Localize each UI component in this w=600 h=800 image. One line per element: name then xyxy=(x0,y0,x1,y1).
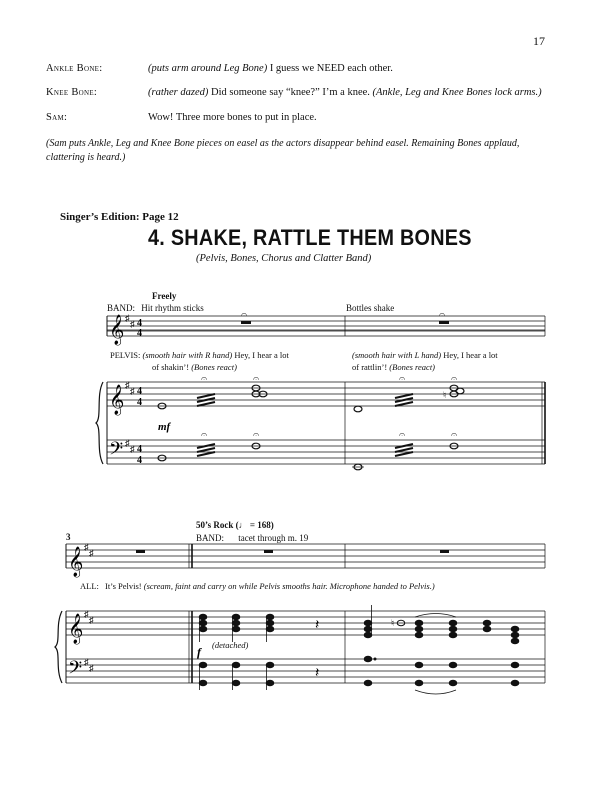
dialogue-text: I guess we NEED each other. xyxy=(267,63,393,74)
measure-number: 3 xyxy=(66,532,71,542)
dynamic-mf: mf xyxy=(158,421,171,433)
pelvis-direction: (smooth hair with L hand) xyxy=(352,350,442,360)
pelvis-react: (Bones react) xyxy=(389,362,436,372)
band-label: BAND: xyxy=(107,303,136,313)
svg-text:𝄐: 𝄐 xyxy=(253,429,260,441)
svg-text:𝄐: 𝄐 xyxy=(201,429,208,441)
svg-text:𝄐: 𝄐 xyxy=(451,429,458,441)
sharp-icon: ♯ xyxy=(130,444,135,454)
fermata-icon: 𝄐 xyxy=(241,309,248,321)
svg-text:♯: ♯ xyxy=(84,542,89,552)
svg-text:𝄞: 𝄞 xyxy=(68,547,84,576)
time-signature: 4 xyxy=(137,386,142,397)
dialogue-after: (Ankle, Leg and Knee Bones lock arms.) xyxy=(372,87,542,98)
vocal-staff-2 xyxy=(66,544,545,568)
sharp-icon: ♯ xyxy=(130,386,135,396)
pelvis-text: of shakin’! xyxy=(152,362,192,372)
dialogue-direction: (rather dazed) xyxy=(148,87,209,98)
bass-staff-2 xyxy=(66,659,545,683)
quarter-rest-icon: 𝄽 xyxy=(315,618,320,633)
time-signature: 4 xyxy=(137,397,142,408)
fermata-icon: 𝄐 xyxy=(439,309,446,321)
speaker-name: Knee Bone: xyxy=(46,87,98,98)
all-text: It’s Pelvis! xyxy=(105,581,144,591)
quarter-note-icon: ♩ xyxy=(238,520,248,530)
sharp-icon: ♯ xyxy=(125,438,130,448)
svg-text:♯: ♯ xyxy=(89,615,94,625)
svg-text:♮: ♮ xyxy=(443,390,447,400)
svg-text:𝄐: 𝄐 xyxy=(399,373,406,385)
pelvis-text: Hey, I hear a lot xyxy=(232,350,289,360)
stage-direction: (Sam puts Ankle, Leg and Knee Bone pieces on easel as the actors disappear behind easel. Remaining Bones applaud, clattering is heard.) xyxy=(46,138,520,163)
pelvis-text: Hey, I hear a lot xyxy=(441,350,498,360)
song-subtitle: (Pelvis, Bones, Chorus and Clatter Band) xyxy=(196,253,372,264)
fermata-icon: 𝄐 xyxy=(253,373,260,385)
dialogue-direction: (puts arm around Leg Bone) xyxy=(148,63,268,74)
band-label: BAND: xyxy=(196,533,225,543)
tempo-marking: Freely xyxy=(152,291,177,301)
svg-text:𝄞: 𝄞 xyxy=(68,614,84,643)
articulation: (detached) xyxy=(212,640,249,650)
svg-text:♯: ♯ xyxy=(84,657,89,667)
fermata-icon: 𝄐 xyxy=(201,373,208,385)
svg-text:𝄽: 𝄽 xyxy=(315,666,320,681)
sharp-icon: ♯ xyxy=(125,313,130,323)
svg-text:𝄐: 𝄐 xyxy=(451,373,458,385)
page-number: 17 xyxy=(533,34,545,48)
svg-text:𝄐: 𝄐 xyxy=(399,429,406,441)
treble-staff-2 xyxy=(66,611,545,635)
band-cue-2: Bottles shake xyxy=(346,303,395,313)
sharp-icon: ♯ xyxy=(125,380,130,390)
song-title: 4. SHAKE, RATTLE THEM BONES xyxy=(148,225,472,250)
time-signature: 4 xyxy=(137,318,142,329)
dynamic-f: f xyxy=(197,645,201,659)
all-direction: (scream, faint and carry on while Pelvis smooths hair. Microphone handed to Pelvis.) xyxy=(143,581,435,591)
treble-clef-icon: 𝄞 xyxy=(109,385,125,414)
dialogue-text: Did someone say “knee?” I’m a knee. xyxy=(208,87,373,98)
tempo-value: = 168) xyxy=(247,520,274,530)
pelvis-text: of rattlin’! xyxy=(352,362,390,372)
band-cue: tacet through m. 19 xyxy=(238,533,309,543)
treble-clef-icon: 𝄞 xyxy=(109,315,125,344)
time-signature: 4 xyxy=(137,444,142,455)
time-signature: 4 xyxy=(137,455,142,466)
svg-text:♯: ♯ xyxy=(84,609,89,619)
sharp-icon: ♯ xyxy=(130,319,135,329)
tempo-text: 50’s Rock ( xyxy=(196,520,239,530)
svg-text:♮: ♮ xyxy=(391,618,395,628)
svg-text:𝄢: 𝄢 xyxy=(68,657,83,682)
time-signature: 4 xyxy=(137,328,142,339)
all-label: ALL: xyxy=(80,581,99,591)
bass-clef-icon: 𝄢 xyxy=(109,438,124,463)
pelvis-label: PELVIS: xyxy=(110,350,141,360)
speaker-name: Sam: xyxy=(46,112,68,123)
singers-edition-label: Singer’s Edition: Page 12 xyxy=(60,211,179,223)
dialogue-text: Wow! Three more bones to put in place. xyxy=(148,112,317,123)
svg-text:♯: ♯ xyxy=(89,548,94,558)
pelvis-react: (Bones react) xyxy=(191,362,237,372)
speaker-name: Ankle Bone: xyxy=(46,63,103,74)
pelvis-direction: (smooth hair with R hand) xyxy=(142,350,233,360)
svg-text:♯: ♯ xyxy=(89,663,94,673)
band-cue: Hit rhythm sticks xyxy=(141,303,204,313)
